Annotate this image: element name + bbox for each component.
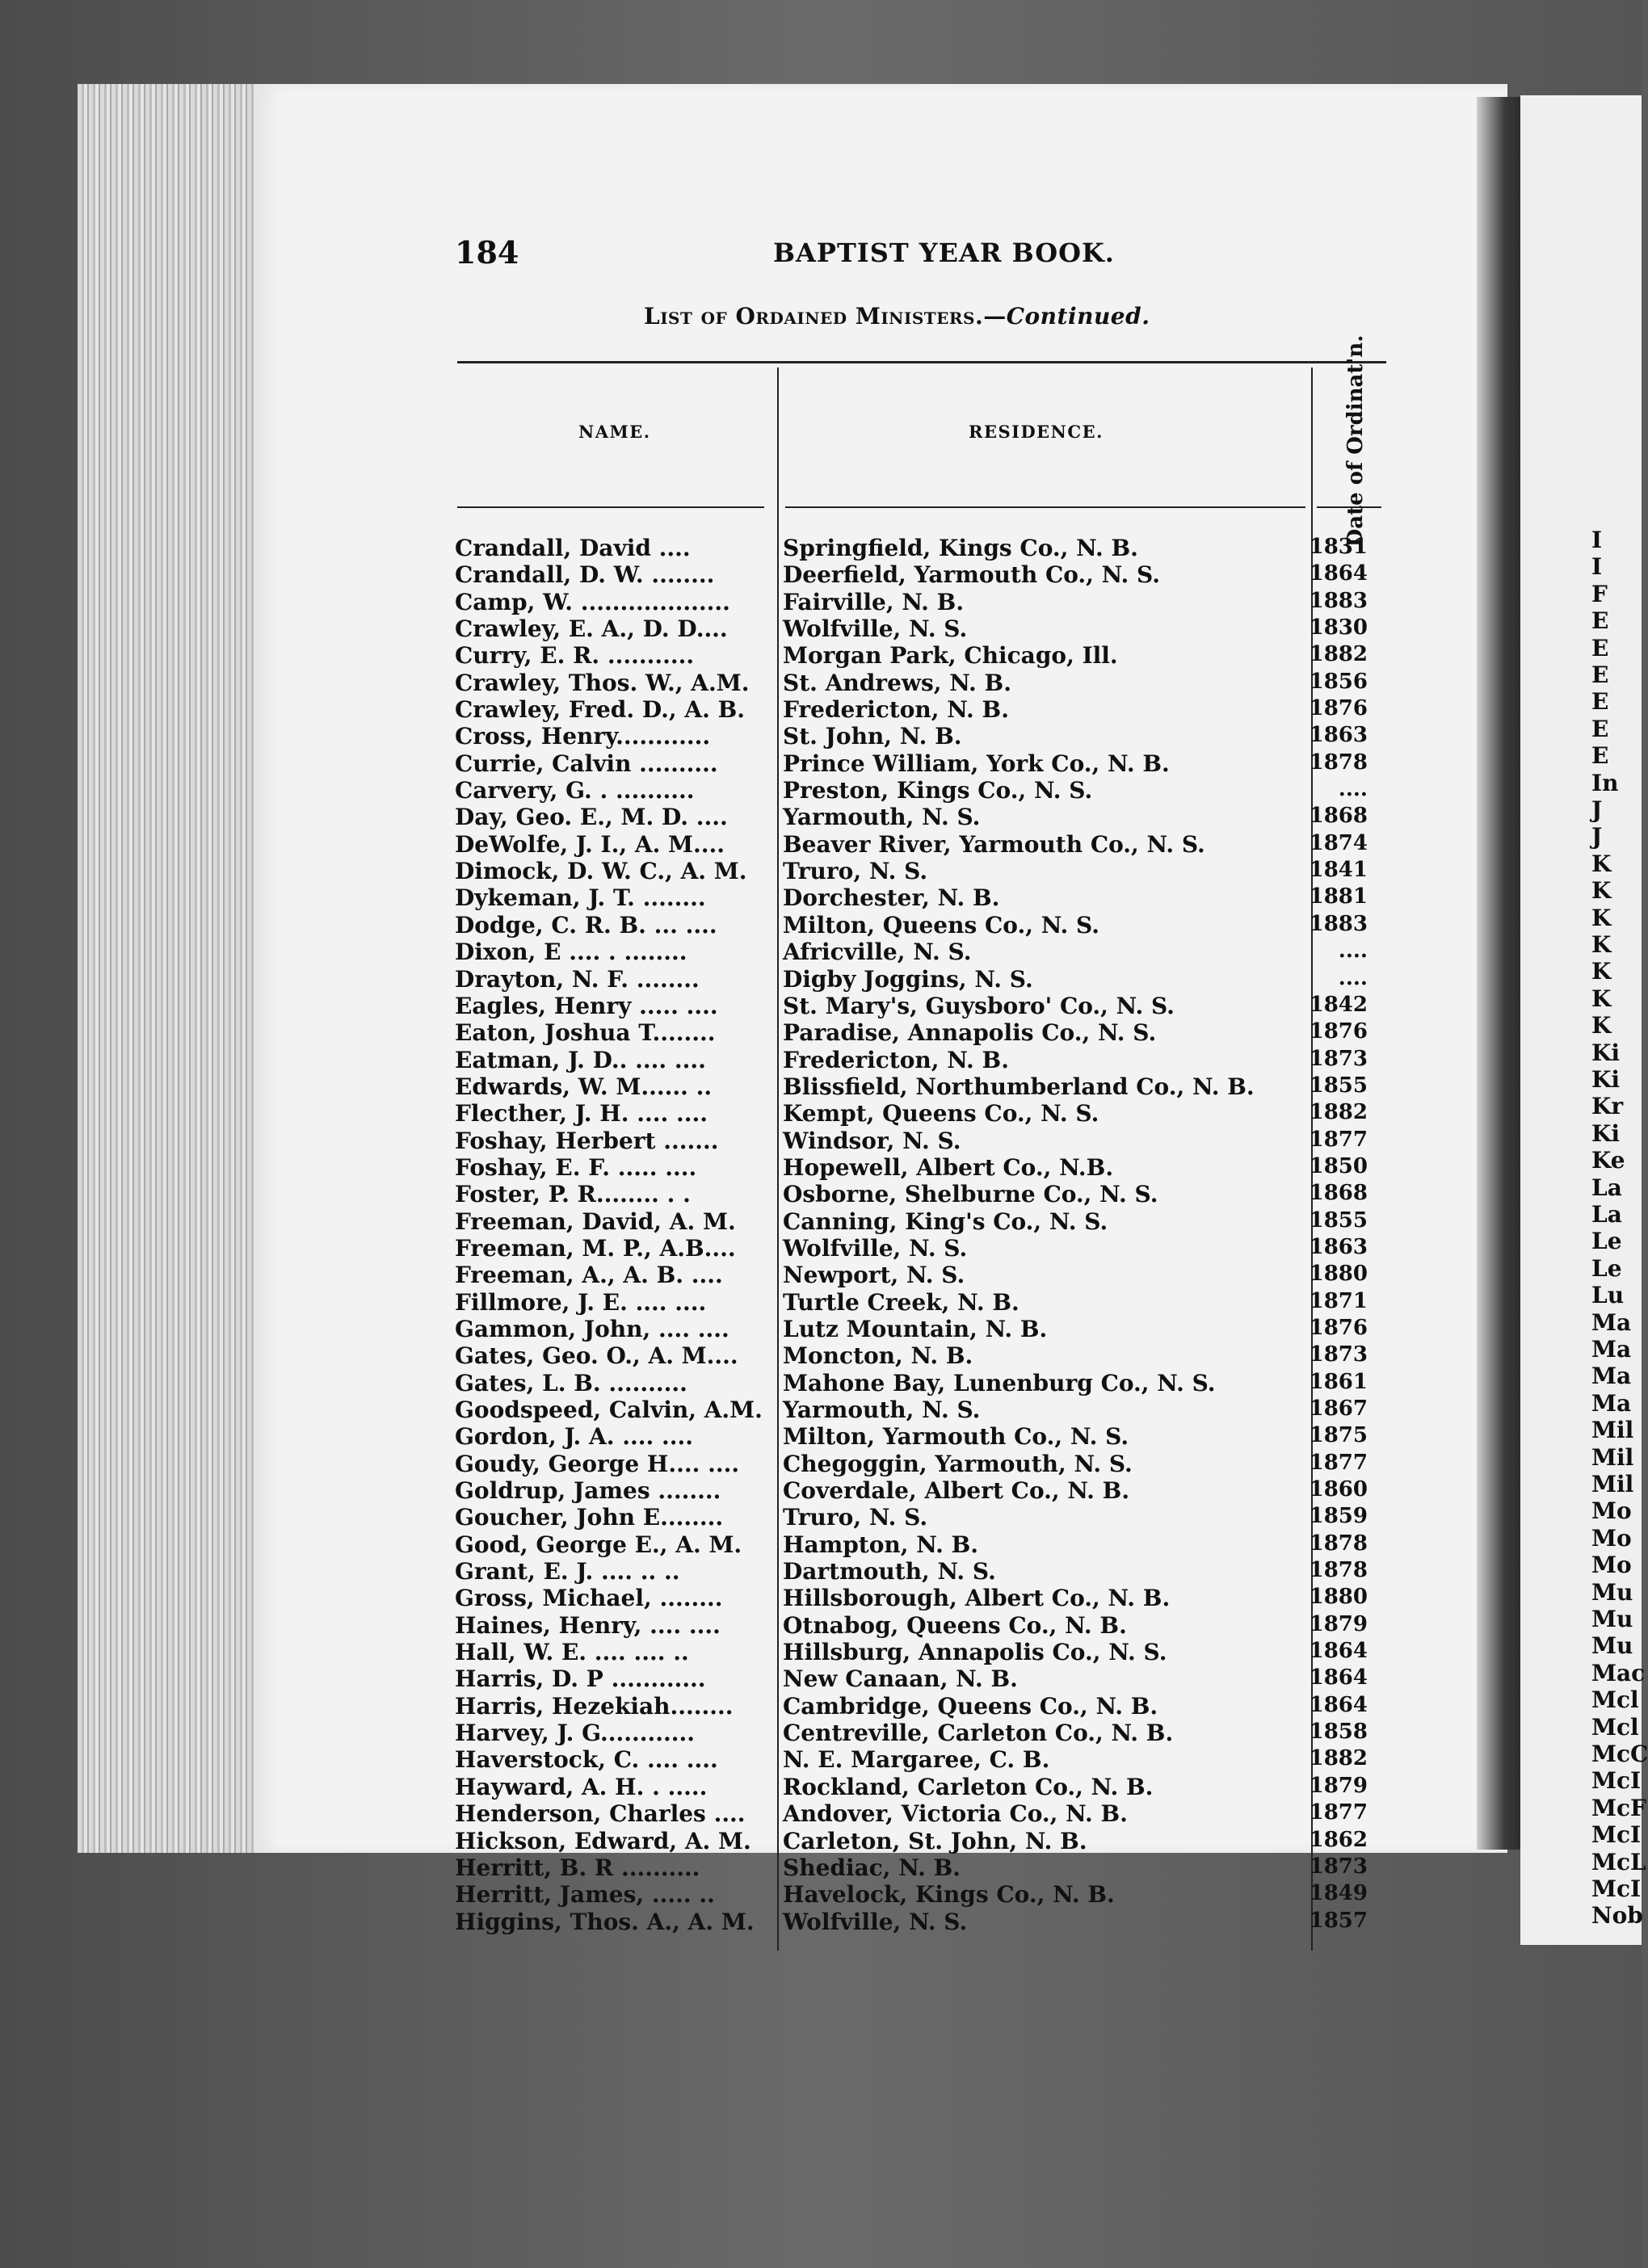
table-row (455, 1665, 1368, 1692)
minister-name: Crandall, D. W. ........ (455, 561, 715, 589)
ordination-date: 1882 (1309, 1746, 1368, 1771)
table-row (455, 1909, 1368, 1935)
ordination-date: 1855 (1309, 1073, 1368, 1098)
facing-page-text: E (1591, 634, 1609, 662)
minister-name: Henderson, Charles .... (455, 1800, 746, 1828)
facing-page-text: Mo (1591, 1524, 1632, 1552)
facing-page-text: Ma (1591, 1363, 1632, 1390)
table-row (455, 1423, 1368, 1450)
table-row (455, 1181, 1368, 1208)
minister-name: Fillmore, J. E. .... .... (455, 1288, 707, 1316)
facing-page-text: K (1591, 877, 1612, 905)
minister-residence: Preston, Kings Co., N. S. (783, 777, 1093, 804)
facing-page-text: McI (1591, 1875, 1642, 1902)
minister-name: Eaton, Joshua T........ (455, 1019, 716, 1047)
minister-name: Goudy, George H.... .... (455, 1450, 740, 1477)
table-row (455, 966, 1368, 993)
minister-name: Gordon, J. A. .... .... (455, 1423, 693, 1451)
table-row (455, 804, 1368, 830)
minister-name: Haverstock, C. .... .... (455, 1746, 718, 1774)
minister-name: Dodge, C. R. B. ... .... (455, 911, 717, 939)
minister-name: Freeman, M. P., A.B.... (455, 1234, 736, 1262)
minister-residence: Wolfville, N. S. (783, 615, 968, 643)
minister-name: Goodspeed, Calvin, A.M. (455, 1396, 763, 1423)
table-row (455, 1128, 1368, 1154)
table-row (455, 1504, 1368, 1531)
ordination-date: 1842 (1309, 992, 1368, 1017)
minister-name: Curry, E. R. ........... (455, 642, 695, 670)
minister-name: Gates, L. B. .......... (455, 1369, 687, 1396)
table-row (455, 1693, 1368, 1720)
minister-residence: Hampton, N. B. (783, 1531, 978, 1558)
table-row (455, 1854, 1368, 1881)
table-row (455, 1100, 1368, 1127)
table-row (455, 750, 1368, 777)
facing-page-text: Ke (1591, 1147, 1625, 1174)
facing-page-text: F (1591, 580, 1608, 607)
facing-page-text: Mil (1591, 1471, 1634, 1497)
ordination-date: 1860 (1309, 1477, 1368, 1502)
page-header (455, 234, 1263, 275)
ordination-date: 1876 (1309, 1315, 1368, 1340)
minister-residence: Wolfville, N. S. (783, 1908, 968, 1935)
minister-residence: Dartmouth, N. S. (783, 1558, 996, 1586)
minister-name: Harris, Hezekiah........ (455, 1692, 734, 1720)
table-row (455, 1262, 1368, 1288)
facing-page-text: Mil (1591, 1417, 1634, 1444)
minister-name: Eatman, J. D.. .... .... (455, 1046, 706, 1073)
facing-page-text: Lu (1591, 1282, 1625, 1309)
facing-page-text: K (1591, 958, 1612, 985)
table-row (455, 1451, 1368, 1477)
table-row (455, 1396, 1368, 1423)
minister-residence: Springfield, Kings Co., N. B. (783, 535, 1138, 561)
minister-residence: Andover, Victoria Co., N. B. (783, 1800, 1128, 1828)
facing-page-text: La (1591, 1201, 1622, 1228)
ordination-date: .... (1338, 777, 1368, 802)
minister-residence: Centreville, Carleton Co., N. B. (783, 1720, 1174, 1747)
minister-name: Gates, Geo. O., A. M.... (455, 1342, 738, 1370)
ordination-date: .... (1338, 939, 1368, 964)
table-row (455, 831, 1368, 858)
minister-name: Cross, Henry............ (455, 723, 711, 750)
minister-name: Grant, E. J. .... .. .. (455, 1558, 680, 1586)
ordination-date: 1850 (1309, 1153, 1368, 1178)
minister-residence: Prince William, York Co., N. B. (783, 750, 1170, 777)
table-row (455, 1828, 1368, 1854)
minister-residence: Yarmouth, N. S. (783, 804, 981, 831)
ordination-date: 1864 (1309, 1639, 1368, 1664)
facing-page-text: Ma (1591, 1308, 1632, 1336)
ordination-date: 1858 (1309, 1720, 1368, 1745)
minister-name: Foshay, Herbert ....... (455, 1127, 719, 1154)
minister-name: Gross, Michael, ........ (455, 1585, 723, 1612)
minister-residence: Morgan Park, Chicago, Ill. (783, 642, 1118, 670)
facing-page-text: McI (1591, 1767, 1642, 1795)
table-row (455, 1774, 1368, 1800)
facing-page-text: La (1591, 1174, 1622, 1201)
table-row (455, 1720, 1368, 1746)
minister-residence: Fairville, N. B. (783, 588, 965, 615)
minister-name: Haines, Henry, .... .... (455, 1611, 721, 1639)
minister-residence: Canning, King's Co., N. S. (783, 1208, 1108, 1235)
table-row (455, 884, 1368, 911)
minister-name: Foster, P. R........ . . (455, 1181, 691, 1208)
facing-page-text: J (1591, 823, 1603, 850)
minister-name: Higgins, Thos. A., A. M. (455, 1908, 755, 1935)
facing-page-text: Mu (1591, 1606, 1633, 1632)
minister-residence: Hillsburg, Annapolis Co., N. S. (783, 1639, 1167, 1666)
minister-residence: Rockland, Carleton Co., N. B. (783, 1773, 1154, 1800)
ordination-date: 1878 (1309, 750, 1368, 775)
table-row (455, 589, 1368, 615)
table-row (455, 1289, 1368, 1316)
facing-page-text: Ki (1591, 1039, 1620, 1066)
facing-page-text: I (1591, 527, 1603, 553)
minister-residence: Truro, N. S. (783, 858, 928, 885)
ordination-date: 1876 (1309, 696, 1368, 721)
minister-name: Hall, W. E. .... .... .. (455, 1639, 689, 1666)
minister-residence: Milton, Yarmouth Co., N. S. (783, 1423, 1129, 1451)
book-gutter-shadow (1477, 97, 1524, 1850)
minister-residence: Lutz Mountain, N. B. (783, 1315, 1048, 1342)
table-row (455, 1073, 1368, 1100)
table-row (455, 1316, 1368, 1342)
ordination-date: 1831 (1309, 535, 1368, 559)
ordination-date: 1855 (1309, 1208, 1368, 1233)
minister-residence: Kempt, Queens Co., N. S. (783, 1100, 1099, 1128)
ordination-date: 1864 (1309, 561, 1368, 586)
running-title: BAPTIST YEAR BOOK. (773, 237, 1115, 268)
minister-residence: N. E. Margaree, C. B. (783, 1746, 1050, 1774)
minister-residence: Truro, N. S. (783, 1504, 928, 1531)
ordination-date: 1879 (1309, 1611, 1368, 1636)
facing-page-text: E (1591, 607, 1609, 635)
minister-name: Freeman, David, A. M. (455, 1208, 736, 1235)
minister-residence: Hopewell, Albert Co., N.B. (783, 1153, 1114, 1181)
table-row (455, 1881, 1368, 1908)
facing-page-text: Mcl (1591, 1713, 1639, 1741)
facing-page-text: McL (1591, 1848, 1646, 1875)
facing-page-text: K (1591, 985, 1612, 1012)
minister-residence: Moncton, N. B. (783, 1342, 973, 1370)
table-row (455, 993, 1368, 1019)
facing-page-fragment (1520, 95, 1648, 1945)
minister-residence: Havelock, Kings Co., N. B. (783, 1881, 1115, 1909)
minister-name: Crandall, David .... (455, 535, 691, 561)
table-row (455, 670, 1368, 696)
minister-residence: Blissfield, Northumberland Co., N. B. (783, 1073, 1255, 1100)
minister-residence: Dorchester, N. B. (783, 884, 1000, 912)
table-row (455, 1370, 1368, 1396)
table-row (455, 535, 1368, 561)
ordination-date: 1857 (1309, 1908, 1368, 1933)
ordination-date: 1863 (1309, 723, 1368, 748)
ordination-date: 1879 (1309, 1773, 1368, 1798)
minister-residence: Coverdale, Albert Co., N. B. (783, 1477, 1130, 1505)
minister-residence: Africville, N. S. (783, 939, 972, 966)
ordination-date: 1877 (1309, 1450, 1368, 1475)
facing-page-text: Mcl (1591, 1686, 1639, 1714)
minister-residence: Newport, N. S. (783, 1262, 965, 1289)
ordination-date: 1883 (1309, 911, 1368, 936)
column-header-residence: RESIDENCE. (969, 422, 1104, 442)
minister-name: Camp, W. ................... (455, 588, 730, 615)
ordination-date: 1877 (1309, 1800, 1368, 1825)
ordination-date: 1878 (1309, 1531, 1368, 1556)
ordination-date: 1856 (1309, 669, 1368, 694)
section-title-main: List of Ordained Ministers.— (644, 303, 1007, 330)
ordination-date: 1875 (1309, 1423, 1368, 1448)
minister-name: Drayton, N. F. ........ (455, 965, 700, 993)
minister-name: Hickson, Edward, A. M. (455, 1827, 751, 1854)
minister-name: Herritt, James, ..... .. (455, 1881, 715, 1909)
minister-name: Crawley, Fred. D., A. B. (455, 696, 746, 724)
facing-page-text: I (1591, 553, 1603, 581)
facing-page-text: McI (1591, 1821, 1642, 1849)
minister-residence: St. Andrews, N. B. (783, 669, 1011, 696)
facing-page-text: In (1591, 769, 1619, 796)
facing-page-text: Kr (1591, 1093, 1624, 1120)
ordination-date: 1878 (1309, 1558, 1368, 1583)
facing-page-text: Ma (1591, 1336, 1632, 1363)
table-row (455, 1746, 1368, 1773)
minister-residence: Turtle Creek, N. B. (783, 1288, 1019, 1316)
minister-name: Currie, Calvin .......... (455, 750, 718, 777)
table-row (455, 1477, 1368, 1504)
table-row (455, 1612, 1368, 1639)
minister-residence: Digby Joggins, N. S. (783, 965, 1033, 993)
ordination-date: 1881 (1309, 884, 1368, 909)
minister-name: Herritt, B. R .......... (455, 1854, 700, 1881)
ordination-date: 1876 (1309, 1019, 1368, 1044)
table-row (455, 777, 1368, 804)
minister-residence: Paradise, Annapolis Co., N. S. (783, 1019, 1157, 1047)
minister-residence: Cambridge, Queens Co., N. B. (783, 1692, 1158, 1720)
table-row (455, 1235, 1368, 1262)
minister-residence: St. Mary's, Guysboro' Co., N. S. (783, 992, 1175, 1019)
section-title (644, 303, 1150, 330)
facing-page-text: Mu (1591, 1632, 1633, 1660)
table-row (455, 1800, 1368, 1827)
facing-page-text: J (1591, 796, 1603, 823)
facing-page-text: E (1591, 688, 1609, 716)
minister-name: Foshay, E. F. ..... .... (455, 1153, 697, 1181)
minister-residence: Mahone Bay, Lunenburg Co., N. S. (783, 1369, 1216, 1396)
minister-residence: Beaver River, Yarmouth Co., N. S. (783, 830, 1205, 858)
minister-residence: Fredericton, N. B. (783, 1046, 1009, 1073)
minister-name: Crawley, Thos. W., A.M. (455, 669, 750, 696)
header-rule-name (457, 506, 764, 508)
minister-residence: Hillsborough, Albert Co., N. B. (783, 1585, 1171, 1612)
minister-residence: Chegoggin, Yarmouth, N. S. (783, 1450, 1133, 1477)
minister-residence: St. John, N. B. (783, 723, 962, 750)
facing-page-text: K (1591, 850, 1612, 877)
table-row (455, 723, 1368, 750)
facing-page-text: McF (1591, 1794, 1646, 1821)
ordination-date: 1882 (1309, 642, 1368, 667)
ordination-date: 1868 (1309, 804, 1368, 829)
page-number: 184 (455, 234, 519, 271)
ordination-date: 1841 (1309, 858, 1368, 883)
ordination-date: 1863 (1309, 1234, 1368, 1259)
ordination-date: 1861 (1309, 1369, 1368, 1394)
facing-page-text: McC (1591, 1741, 1648, 1767)
ordination-date: .... (1338, 965, 1368, 990)
facing-page-text: Ki (1591, 1119, 1620, 1147)
table-row (455, 1047, 1368, 1073)
ministers-table-body (455, 535, 1368, 1935)
table-row (455, 1342, 1368, 1369)
facing-page-text: K (1591, 1012, 1612, 1040)
facing-page-text: Mo (1591, 1552, 1632, 1579)
minister-name: Harvey, J. G............ (455, 1720, 695, 1747)
ordination-date: 1874 (1309, 830, 1368, 855)
section-title-continued: Continued. (1006, 303, 1150, 330)
facing-page-text: Ma (1591, 1389, 1632, 1417)
table-row (455, 1585, 1368, 1611)
minister-residence: Osborne, Shelburne Co., N. S. (783, 1181, 1158, 1208)
facing-page-text: E (1591, 742, 1609, 770)
table-row (455, 642, 1368, 669)
ordination-date: 1849 (1309, 1881, 1368, 1906)
ordination-date: 1873 (1309, 1046, 1368, 1071)
table-top-rule (457, 361, 1386, 363)
table-row (455, 939, 1368, 965)
minister-name: Dimock, D. W. C., A. M. (455, 858, 747, 885)
minister-name: Eagles, Henry ..... .... (455, 992, 718, 1019)
table-row (455, 1208, 1368, 1235)
ordination-date: 1877 (1309, 1127, 1368, 1152)
book-page-edges (78, 84, 263, 1853)
ordination-date: 1882 (1309, 1100, 1368, 1125)
facing-page-text: Mo (1591, 1497, 1632, 1525)
minister-name: DeWolfe, J. I., A. M.... (455, 830, 725, 858)
ordination-date: 1880 (1309, 1585, 1368, 1610)
facing-page-text: Mac (1591, 1659, 1646, 1686)
facing-page-text: Nob (1591, 1902, 1643, 1930)
minister-residence: Shediac, N. B. (783, 1854, 961, 1881)
table-row (455, 615, 1368, 642)
minister-residence: Deerfield, Yarmouth Co., N. S. (783, 561, 1160, 589)
minister-residence: Milton, Queens Co., N. S. (783, 911, 1099, 939)
table-row (455, 1558, 1368, 1585)
ordination-date: 1864 (1309, 1665, 1368, 1690)
facing-page-text: Mu (1591, 1578, 1633, 1606)
ordination-date: 1880 (1309, 1262, 1368, 1287)
facing-page-text: K (1591, 931, 1612, 958)
minister-name: Hayward, A. H. . ..... (455, 1773, 708, 1800)
minister-name: Flecther, J. H. .... .... (455, 1100, 708, 1128)
minister-name: Goucher, John E........ (455, 1504, 724, 1531)
ordination-date: 1864 (1309, 1692, 1368, 1717)
table-row (455, 561, 1368, 588)
minister-residence: Otnabog, Queens Co., N. B. (783, 1611, 1127, 1639)
minister-name: Good, George E., A. M. (455, 1531, 742, 1558)
header-rule-residence (785, 506, 1305, 508)
table-row (455, 1639, 1368, 1665)
minister-residence: Fredericton, N. B. (783, 696, 1009, 724)
table-row (455, 1019, 1368, 1046)
ordination-date: 1868 (1309, 1181, 1368, 1206)
minister-name: Edwards, W. M...... .. (455, 1073, 713, 1100)
minister-name: Day, Geo. E., M. D. .... (455, 804, 728, 831)
table-row (455, 1154, 1368, 1181)
ordination-date: 1871 (1309, 1288, 1368, 1313)
facing-page-text: Le (1591, 1254, 1622, 1282)
ordination-date: 1873 (1309, 1854, 1368, 1879)
minister-name: Gammon, John, .... .... (455, 1315, 729, 1342)
minister-residence: Yarmouth, N. S. (783, 1396, 981, 1423)
minister-name: Freeman, A., A. B. .... (455, 1262, 723, 1289)
ordination-date: 1830 (1309, 615, 1368, 640)
column-header-name: NAME. (578, 422, 651, 442)
column-header-date (1331, 334, 1380, 548)
ordination-date: 1867 (1309, 1396, 1368, 1421)
minister-name: Carvery, G. . .......... (455, 777, 695, 804)
minister-residence: New Canaan, N. B. (783, 1665, 1018, 1693)
table-row (455, 696, 1368, 723)
minister-name: Harris, D. P ............ (455, 1665, 706, 1693)
table-row (455, 1531, 1368, 1558)
ordination-date: 1873 (1309, 1342, 1368, 1367)
minister-name: Goldrup, James ........ (455, 1477, 721, 1505)
ordination-date: 1883 (1309, 588, 1368, 613)
column-header-date-label: Date of Ordinat'n. (1343, 334, 1368, 548)
minister-name: Crawley, E. A., D. D.... (455, 615, 728, 643)
minister-name: Dykeman, J. T. ........ (455, 884, 706, 912)
facing-page-text: E (1591, 662, 1609, 688)
table-row (455, 858, 1368, 884)
ordination-date: 1859 (1309, 1504, 1368, 1529)
facing-page-text: Ki (1591, 1066, 1620, 1093)
table-row (455, 912, 1368, 939)
minister-residence: Carleton, St. John, N. B. (783, 1827, 1087, 1854)
facing-page-text: Mil (1591, 1443, 1634, 1471)
facing-page-text: K (1591, 904, 1612, 931)
ordination-date: 1862 (1309, 1827, 1368, 1852)
facing-page-text: E (1591, 715, 1609, 742)
minister-name: Dixon, E .... . ........ (455, 939, 687, 966)
minister-residence: Wolfville, N. S. (783, 1234, 968, 1262)
facing-page-text: Le (1591, 1228, 1622, 1255)
minister-residence: Windsor, N. S. (783, 1127, 961, 1154)
